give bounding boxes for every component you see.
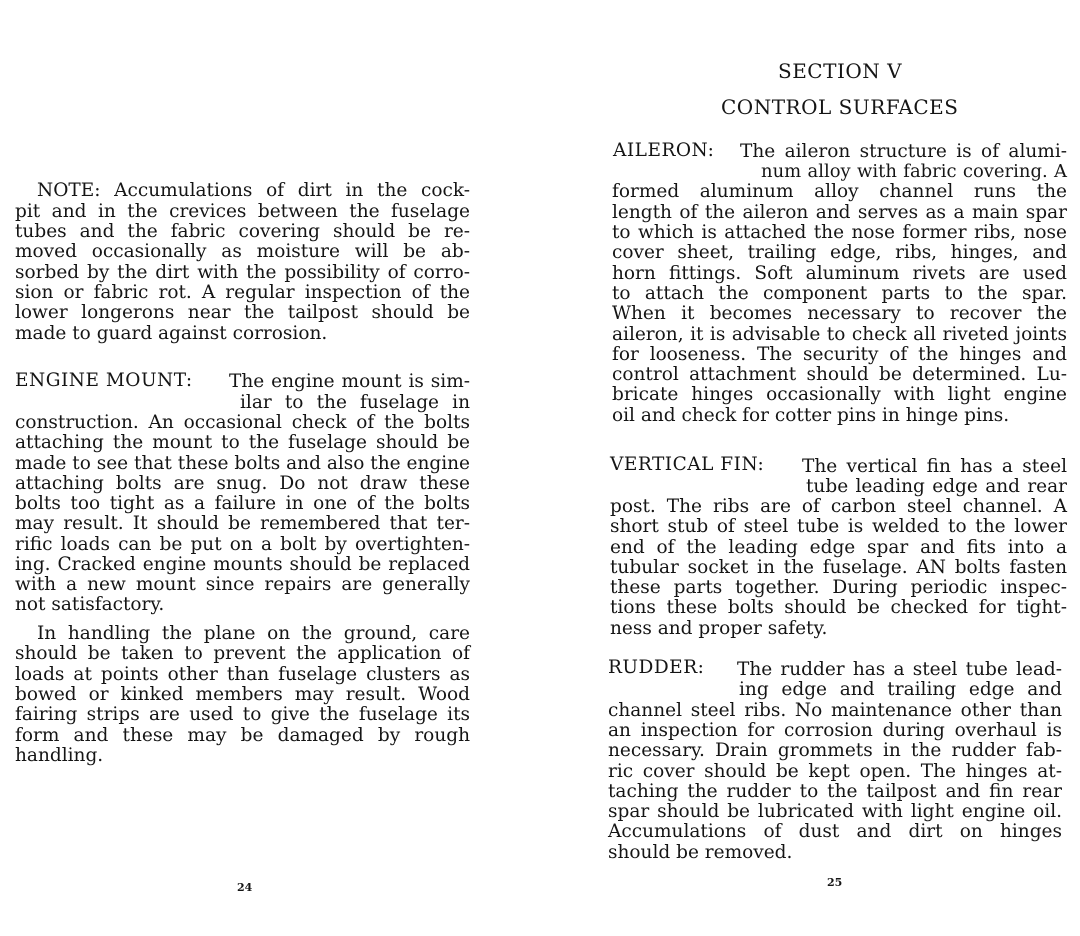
text-line: attaching bolts are snug. Do not draw these [15,473,470,494]
text-line: handling. [15,745,104,766]
text-line: may result. It should be remembered that ter- [15,513,470,534]
section-heading: ENGINE MOUNT: [15,370,193,391]
text-line: necessary. Drain grommets in the rudder fab- [608,740,1062,761]
page-number: 24 [237,881,253,894]
text-line: short stub of steel tube is welded to the lower [610,516,1067,537]
text-line: tions these bolts should be checked for tight- [610,597,1067,618]
text-line: pit and in the crevices between the fuselage [15,201,470,222]
page-number: 25 [827,876,843,889]
text-line: sion or fabric rot. A regular inspection of the [15,282,470,303]
text-line: fairing strips are used to give the fuselage its [15,704,470,725]
text-line: The rudder has a steel tube lead- [737,659,1062,680]
text-line: form and these may be damaged by rough [15,725,470,746]
text-line: should be removed. [608,842,793,863]
text-line: cover sheet, trailing edge, ribs, hinges, and [612,242,1067,263]
text-line: NOTE: Accumulations of dirt in the cock- [37,180,470,201]
text-line: end of the leading edge spar and fits into a [610,537,1067,558]
text-line: should be taken to prevent the application of [15,643,470,664]
right-page [540,0,1080,936]
text-line: post. The ribs are of carbon steel channel. A [610,496,1067,517]
text-line: moved occasionally as moisture will be ab- [15,241,470,262]
text-line: lower longerons near the tailpost should be [15,302,470,323]
text-line: channel steel ribs. No maintenance other than [608,700,1062,721]
text-line: taching the rudder to the tailpost and fin rear [608,781,1062,802]
text-line: sorbed by the dirt with the possibility of corro- [15,262,470,283]
text-line: ing. Cracked engine mounts should be replaced [15,554,470,575]
text-line: bowed or kinked members may result. Wood [15,684,470,705]
text-line: bricate hinges occasionally with light engine [612,384,1067,405]
section-title: SECTION V [778,59,903,83]
text-line: an inspection for corrosion during overhaul is [608,720,1062,741]
text-line: In handling the plane on the ground, care [37,623,470,644]
text-line: not satisfactory. [15,594,165,615]
text-line: made to guard against corrosion. [15,323,328,344]
section-heading: VERTICAL FIN: [610,454,765,475]
text-line: bolts too tight as a failure in one of the bolts [15,493,470,514]
text-line: The aileron structure is of alumi- [740,141,1067,162]
text-line: tubes and the fabric covering should be re- [15,221,470,242]
text-line: rific loads can be put on a bolt by overtighten- [15,534,470,555]
text-line: tube leading edge and rear [806,476,1067,497]
text-line: tubular socket in the fuselage. AN bolts fasten [610,557,1067,578]
text-line: loads at points other than fuselage clusters as [15,664,470,685]
section-subtitle: CONTROL SURFACES [721,95,959,119]
text-line: length of the aileron and serves as a main spar [612,202,1067,223]
text-line: The engine mount is sim- [229,371,470,392]
text-line: attaching the mount to the fuselage should be [15,432,470,453]
section-heading: AILERON: [613,140,715,161]
text-line: formed aluminum alloy channel runs the [612,181,1067,202]
text-line: aileron, it is advisable to check all riveted joints [612,324,1067,345]
text-line: horn fittings. Soft aluminum rivets are used [612,263,1067,284]
text-line: spar should be lubricated with light engine oil. [608,801,1062,822]
text-line: control attachment should be determined. Lu- [612,364,1067,385]
text-line: ing edge and trailing edge and [739,679,1062,700]
text-line: made to see that these bolts and also the engine [15,453,470,474]
text-line: to which is attached the nose former ribs, nose [612,222,1067,243]
section-heading: RUDDER: [608,657,705,678]
text-line: ilar to the fuselage in [240,392,470,413]
text-line: num alloy with fabric covering. A [761,161,1067,182]
text-line: these parts together. During periodic inspec- [610,577,1067,598]
text-line: ness and proper safety. [610,618,828,639]
text-line: Accumulations of dust and dirt on hinges [608,821,1062,842]
text-line: to attach the component parts to the spar. [612,283,1067,304]
text-line: When it becomes necessary to recover the [612,303,1067,324]
text-line: with a new mount since repairs are generally [15,574,470,595]
text-line: oil and check for cotter pins in hinge pins. [612,405,1010,426]
text-line: ric cover should be kept open. The hinges at- [608,761,1062,782]
text-line: construction. An occasional check of the bolts [15,412,470,433]
text-line: for looseness. The security of the hinges and [612,344,1067,365]
text-line: The vertical fin has a steel [802,456,1067,477]
